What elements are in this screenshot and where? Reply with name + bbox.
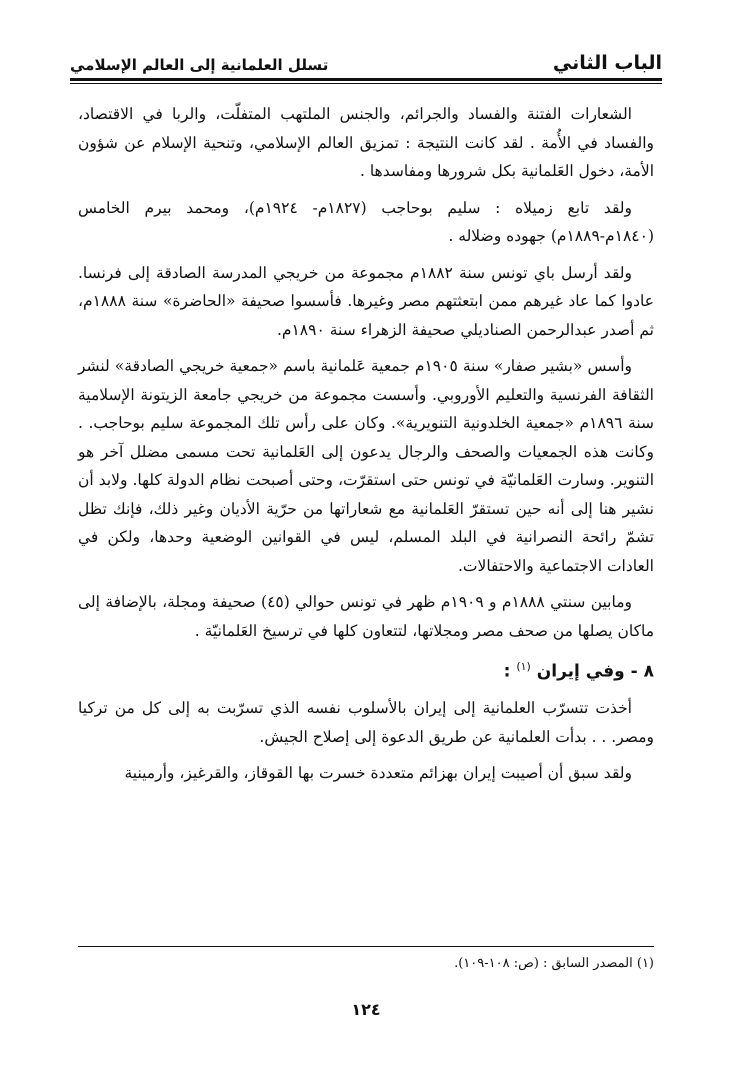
chapter-title: الباب الثاني [552, 52, 662, 74]
book-title: تسلل العلمانية إلى العالم الإسلامي [70, 56, 329, 74]
footnote-reference[interactable]: (١) [516, 660, 531, 673]
paragraph-4: وأسس «بشير صفار» سنة ١٩٠٥م جمعية عَلمانية باسم «جمعية خريجي الصادقة» لنشر الثقافة الفرنسية والتعليم الأوروبي. وأسست مجموعة من خريجي جامعة الزيتونة الإسلامية سنة ١٨٩٦م «جمعية الخلدونية التنويرية». وكان على رأس تلك المجموعة سليم بوحاجب. . وكانت هذه الجمعيات والصحف والرجال يدعون إلى العَلمانية تحت مسمى مضلل آخر هو التنوير. وسارت العَلمانيّة في تونس حتى استقرّت، وحتى أصبحت نظام الدولة كلها. ولابد أن نشير هنا إلى أنه حين تستقرّ العَلمانية مع شعاراتها من حرّية الأديان وغير ذلك، فإنك تظل تشمّ رائحة النصرانية في البلد المسلم، ليس في القوانين الوضعية وحدها، ولكن في العادات الاجتماعية والاحتفالات. [78, 357, 654, 575]
header-rule-thick [70, 78, 662, 81]
footnote: (١) المصدر السابق : (ص: ١٠٨-١٠٩). [454, 956, 654, 971]
section-heading-text: ٨ - وفي إيران [536, 661, 654, 682]
header-rule-thin [70, 83, 662, 84]
paragraph-2: ولقد تابع زميلاه : سليم بوحاجب (١٨٢٧م- ١٩٢٤م)، ومحمد بيرم الخامس (١٨٤٠م-١٨٨٩م) جهوده وضلاله . [78, 198, 654, 245]
body-text [78, 100, 654, 796]
footnote-rule [78, 946, 654, 947]
paragraph-6: أخذت تتسرّب العلمانية إلى إيران بالأسلوب نفسه الذي تسرّبت به إلى كل من تركيا ومصر. . . بدأت العلمانية عن طريق الدعوة إلى إصلاح الجيش. [78, 699, 654, 746]
section-heading-colon: : [503, 661, 511, 682]
section-heading [78, 653, 654, 686]
running-header [70, 44, 662, 74]
paragraph-7: ولقد سبق أن أصيبت إيران بهزائم متعددة خسرت بها القوقاز، والقرغيز، وأرمينية [124, 764, 632, 783]
page-number: ١٢٤ [351, 1000, 381, 1019]
paragraph-3: ولقد أرسل باي تونس سنة ١٨٨٢م مجموعة من خريجي المدرسة الصادقة إلى فرنسا. عادوا كما عاد غيرهم ممن ابتعثتهم مصر وغيرها. فأسسوا صحيفة «الحاضرة» سنة ١٨٨٨م، ثم أصدر عبدالرحمن الصناديلي صحيفة الزهراء سنة ١٨٩٠م. [78, 263, 654, 339]
paragraph-5: ومابين سنتي ١٨٨٨م و ١٩٠٩م ظهر في تونس حوالي (٤٥) صحيفة ومجلة، بالإضافة إلى ماكان يصلها من صحف مصر ومجلاتها، لتتعاون كلها في ترسيخ العَلمانيّة . [78, 593, 654, 640]
paragraph-1: الشعارات الفتنة والفساد والجرائم، والجنس الملتهب المتفلّت، والربا في الاقتصاد، والفساد في الأُمة . لقد كانت النتيجة : تمزيق العالم الإسلامي، وتنحية الإسلام عن شؤون الأمة، دخول العَلمانية بكل شرورها ومفاسدها . [78, 105, 654, 180]
